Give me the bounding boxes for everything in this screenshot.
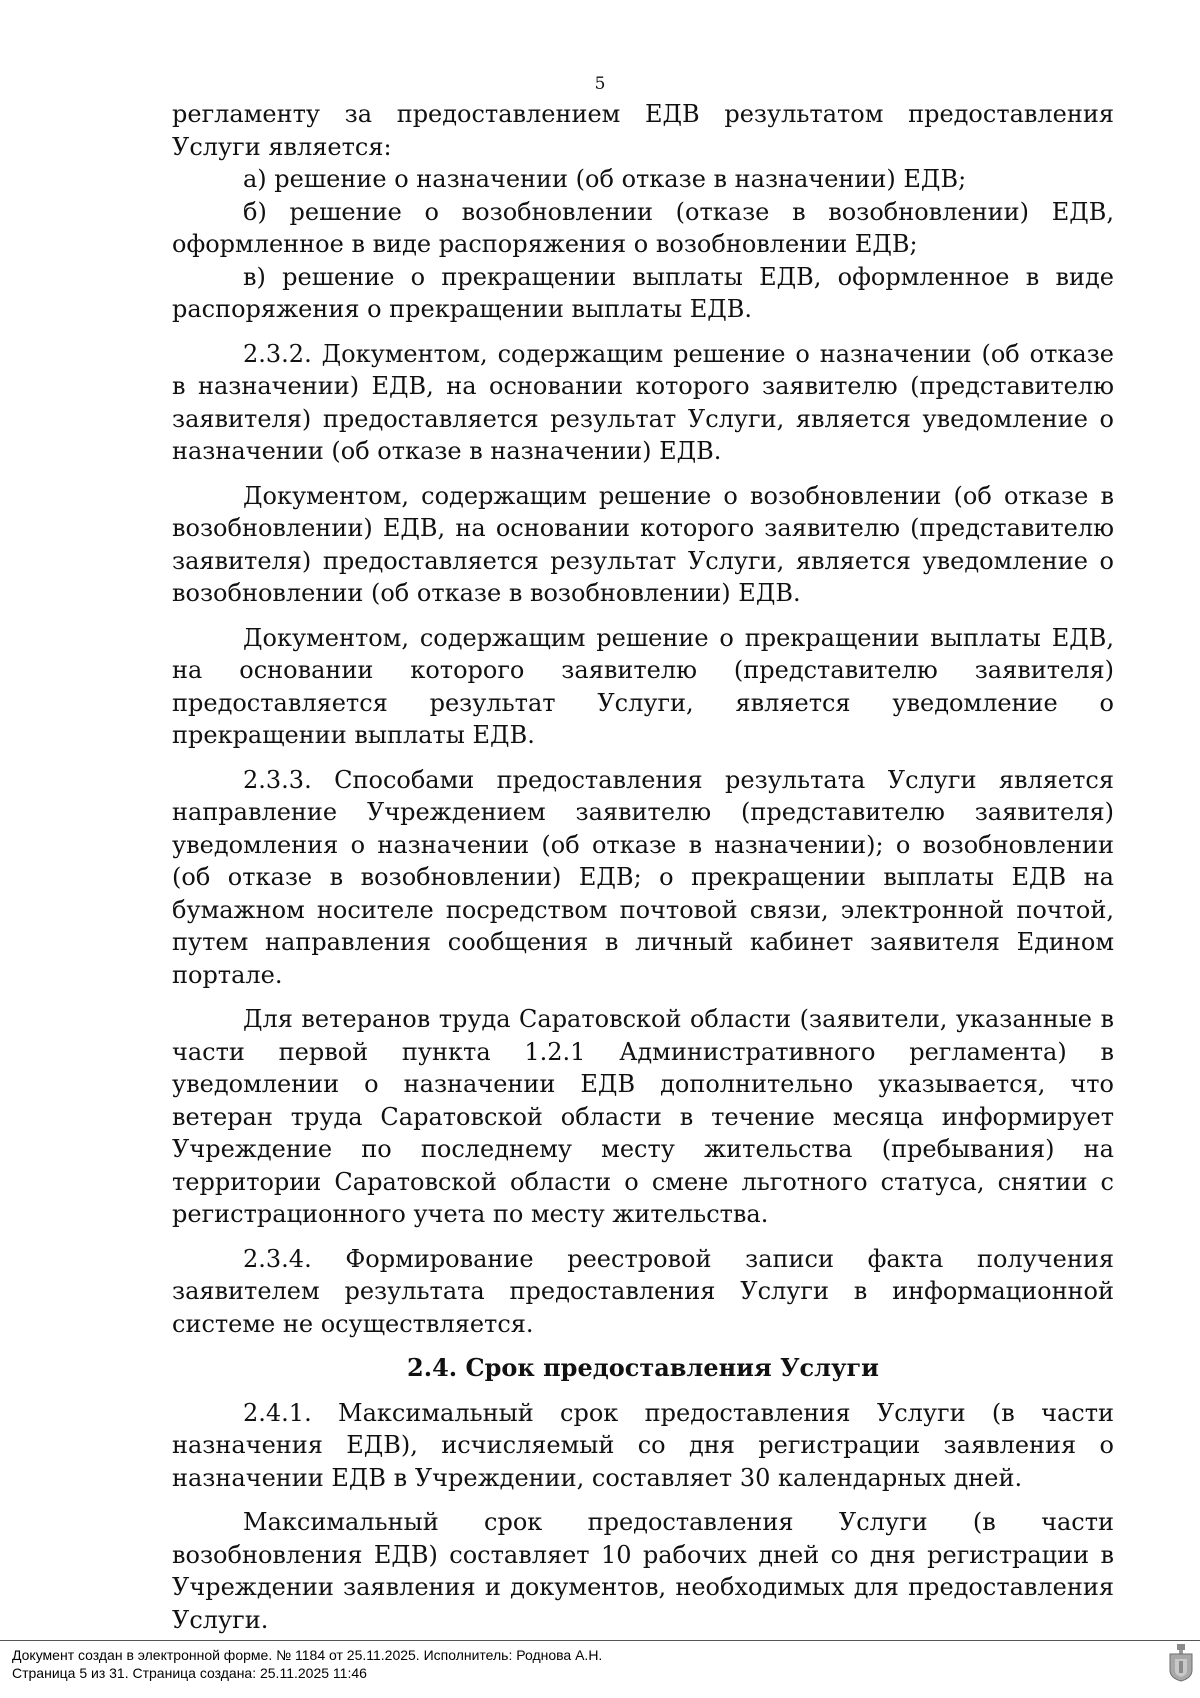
paragraph: Документом, содержащим решение о прекращении выплаты ЕДВ, на основании которого заявителю (представителю заявителя) предоставляется результат Услуги, является уведомление о прекращении выплаты ЕДВ. bbox=[172, 623, 1114, 749]
paragraph: Документом, содержащим решение о возобновлении (об отказе в возобновлении) ЕДВ, на основании которого заявителю (представителю заявителя) предоставляется результат Услуги, является уведомление о возобновлении (об отказе в возобновлении) ЕДВ. bbox=[172, 481, 1114, 607]
footer-divider bbox=[0, 1640, 1200, 1641]
paragraph: в) решение о прекращении выплаты ЕДВ, оформленное в виде распоряжения о прекращении выплаты ЕДВ. bbox=[172, 262, 1114, 323]
footer-line-2: Страница 5 из 31. Страница создана: 25.11.2025 11:46 bbox=[12, 1665, 367, 1681]
footer-line-1: Документ создан в электронной форме. № 1184 от 25.11.2025. Исполнитель: Роднова А.Н. bbox=[12, 1647, 603, 1663]
coat-of-arms-icon bbox=[1168, 1644, 1194, 1682]
document-footer bbox=[12, 1646, 602, 1682]
paragraph: регламенту за предоставлением ЕДВ результатом предоставления Услуги является: bbox=[172, 100, 1114, 161]
paragraph: Для ветеранов труда Саратовской области (заявители, указанные в части первой пункта 1.2.1 Административного регламента) в уведомлении о назначении ЕДВ дополнительно указывается, что ветеран труда Саратовской области в течение месяца информирует Учреждение по последнему месту жительства (пребывания) на территории Саратовской области о смене льготного статуса, снятии с регистрационного учета по месту жительства. bbox=[172, 1005, 1114, 1228]
paragraph: а) решение о назначении (об отказе в назначении) ЕДВ; bbox=[243, 165, 967, 193]
paragraph: Максимальный срок предоставления Услуги (в части возобновления ЕДВ) составляет 10 рабочих дней со дня регистрации в Учреждении заявления и документов, необходимых для предоставления Услуги. bbox=[172, 1508, 1114, 1634]
section-heading: 2.4. Срок предоставления Услуги bbox=[407, 1353, 879, 1382]
page-number: 5 bbox=[594, 74, 606, 94]
paragraph: 2.3.3. Способами предоставления результата Услуги является направление Учреждением заявителю (представителю заявителя) уведомления о назначении (об отказе в назначении); о возобновлении (об отказе в возобновлении) ЕДВ; о прекращении выплаты ЕДВ на бумажном носителе посредством почтовой связи, электронной почтой, путем направления сообщения в личный кабинет заявителя Едином портале. bbox=[172, 765, 1114, 989]
paragraph: 2.3.2. Документом, содержащим решение о назначении (об отказе в назначении) ЕДВ, на основании которого заявителю (представителю заявителя) предоставляется результат Услуги, является уведомление о назначении (об отказе в назначении) ЕДВ. bbox=[172, 339, 1114, 465]
document-body bbox=[172, 98, 1114, 1636]
paragraph: б) решение о возобновлении (отказе в возобновлении) ЕДВ, оформленное в виде распоряжения о возобновлении ЕДВ; bbox=[172, 197, 1114, 258]
paragraph: 2.3.4. Формирование реестровой записи факта получения заявителем результата предоставления Услуги в информационной системе не осуществляется. bbox=[172, 1244, 1114, 1338]
paragraph: 2.4.1. Максимальный срок предоставления Услуги (в части назначения ЕДВ), исчисляемый со дня регистрации заявления о назначении ЕДВ в Учреждении, составляет 30 календарных дней. bbox=[172, 1398, 1114, 1492]
